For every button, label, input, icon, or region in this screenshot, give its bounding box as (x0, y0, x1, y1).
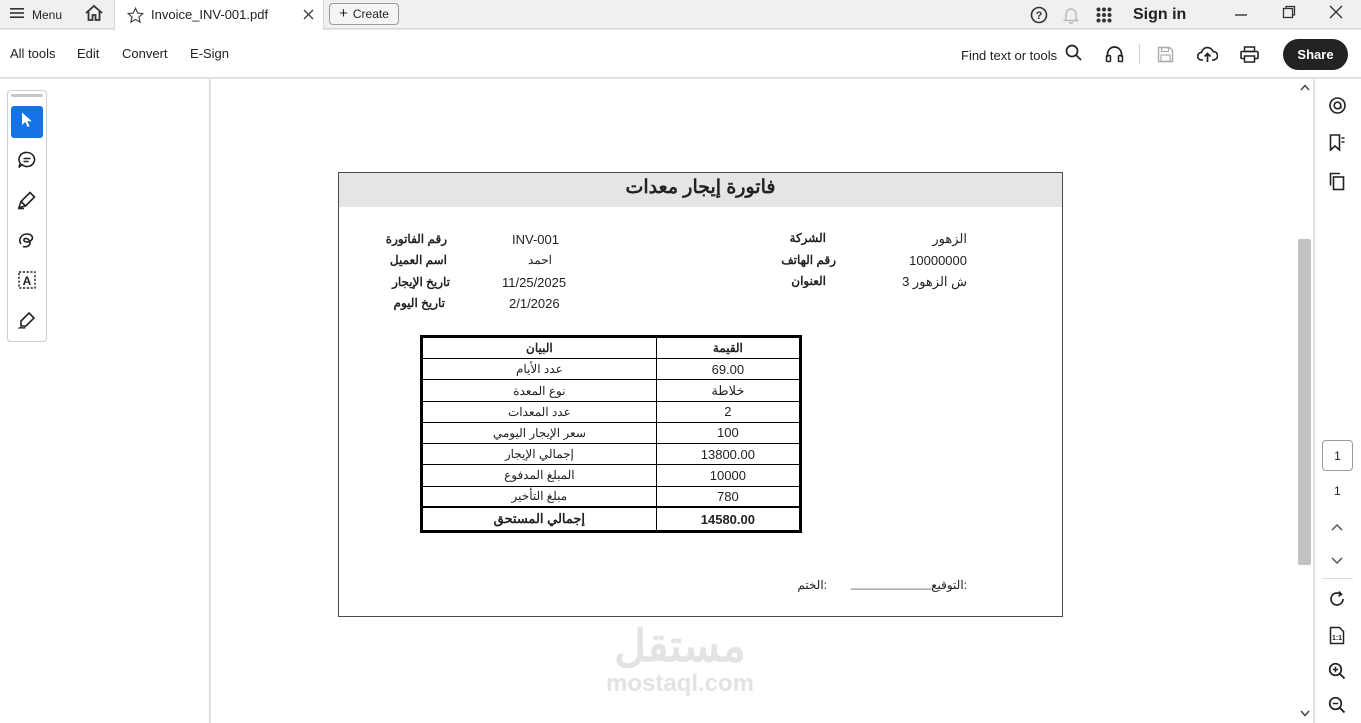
previous-page-icon[interactable] (1327, 517, 1347, 537)
main-toolbar (0, 30, 1361, 78)
table-header-row (423, 338, 800, 359)
total-pages: 1 (1334, 484, 1341, 498)
invoice-items-table (420, 335, 802, 533)
find-label: Find text or tools (961, 47, 1058, 63)
table-row (423, 444, 800, 465)
close-window-icon[interactable] (1326, 2, 1346, 22)
copy-pages-icon[interactable] (1326, 170, 1348, 192)
draw-tool[interactable] (11, 226, 43, 258)
svg-text:?: ? (1035, 10, 1043, 22)
save-icon[interactable] (1154, 44, 1176, 64)
row-value: 13800.00 (656, 444, 799, 465)
table-row (423, 359, 800, 380)
vertical-scrollbar[interactable] (1296, 79, 1313, 723)
table-row (423, 380, 800, 401)
text-box-icon (17, 270, 37, 295)
company-value: الزهور (932, 231, 967, 246)
convert-menu[interactable]: Convert (122, 46, 168, 61)
row-description: سعر الإيجار اليومي (423, 422, 657, 443)
invoice-number-value: INV-001 (512, 232, 559, 247)
cursor-arrow-icon (19, 111, 35, 134)
table-row (423, 422, 800, 443)
viewer-gutter (1145, 79, 1313, 723)
company-label: الشركة (789, 231, 826, 245)
create-label: Create (352, 7, 389, 21)
create-button[interactable] (329, 3, 399, 25)
row-description: نوع المعدة (423, 380, 657, 401)
help-icon[interactable] (1029, 5, 1049, 25)
row-value: 69.00 (656, 359, 799, 380)
print-icon[interactable] (1238, 44, 1260, 64)
customer-value: احمد (528, 253, 552, 267)
headphones-icon[interactable] (1103, 44, 1125, 64)
row-value: 2 (656, 401, 799, 422)
quick-tools-bar (7, 90, 47, 342)
invoice-number-label: رقم الفاتورة (385, 232, 447, 246)
close-tab-icon[interactable] (301, 7, 315, 21)
restore-icon[interactable] (1279, 2, 1299, 22)
table-total-row (423, 507, 800, 530)
document-tab[interactable] (114, 0, 324, 30)
address-label: العنوان (791, 274, 826, 288)
total-value: 14580.00 (656, 507, 799, 530)
edit-menu[interactable]: Edit (77, 46, 100, 61)
highlight-tool[interactable] (11, 186, 43, 218)
esign-menu[interactable]: E-Sign (190, 46, 230, 61)
menu-label: Menu (32, 7, 63, 22)
scroll-up-arrow-icon[interactable] (1299, 81, 1310, 93)
title-bar (0, 0, 1361, 29)
stamp-label: الختم: (797, 578, 827, 592)
row-value: 10000 (656, 465, 799, 486)
sign-tool[interactable] (11, 306, 43, 338)
row-description: مبلغ التأخير (423, 486, 657, 507)
menu-button[interactable] (10, 0, 62, 29)
watermark-latin: mostaql.com (605, 670, 755, 697)
svg-text:1:1: 1:1 (1331, 634, 1343, 642)
rent-date-value: 11/25/2025 (502, 275, 567, 290)
bookmark-icon[interactable] (1326, 131, 1348, 153)
phone-label: رقم الهاتف (781, 253, 836, 267)
pen-sign-icon (17, 310, 37, 335)
scroll-down-arrow-icon[interactable] (1299, 707, 1310, 719)
tab-title: Invoice_INV-001.pdf (151, 7, 269, 22)
notification-bell-icon[interactable] (1061, 5, 1081, 25)
today-date-label: تاريخ اليوم (393, 296, 445, 310)
home-icon (84, 4, 104, 25)
table-row (423, 401, 800, 422)
row-description: عدد الأيام (423, 359, 657, 380)
row-description: عدد المعدات (423, 401, 657, 422)
rail-divider (1322, 578, 1353, 579)
zoom-in-icon[interactable] (1326, 660, 1348, 682)
row-value: 780 (656, 486, 799, 507)
left-tool-panel (0, 79, 210, 723)
select-tool[interactable] (11, 106, 43, 138)
apps-grid-icon[interactable] (1094, 5, 1114, 25)
rotate-icon[interactable] (1326, 588, 1348, 610)
share-button[interactable]: Share (1283, 39, 1348, 70)
signature-label: التوقيع: (931, 578, 967, 592)
ai-assistant-icon[interactable] (1326, 94, 1348, 116)
customer-label: اسم العميل (389, 253, 447, 267)
row-value: 100 (656, 422, 799, 443)
table-row (423, 486, 800, 507)
rent-date-label: تاريخ الإيجار (392, 275, 450, 289)
watermark (560, 622, 800, 699)
next-page-icon[interactable] (1327, 551, 1347, 571)
sign-in-link[interactable]: Sign in (1133, 5, 1187, 23)
svg-text:A: A (22, 273, 32, 288)
star-icon[interactable] (125, 5, 145, 25)
row-description: إجمالي الإيجار (423, 444, 657, 465)
hamburger-icon (10, 7, 24, 22)
invoice-title: فاتورة إيجار معدات (339, 173, 1062, 207)
home-button[interactable] (84, 0, 104, 29)
toolbar-divider (1139, 44, 1140, 64)
cloud-upload-icon[interactable] (1196, 43, 1218, 65)
tools-drag-handle[interactable] (11, 94, 43, 97)
column-header-description: البيان (423, 338, 657, 359)
all-tools-menu[interactable]: All tools (10, 46, 56, 61)
zoom-out-icon[interactable] (1326, 694, 1348, 716)
plus-icon: + (339, 5, 348, 22)
find-tools-button[interactable] (961, 44, 1082, 66)
address-value: ش الزهور 3 (902, 274, 967, 289)
table-row (423, 465, 800, 486)
row-value: خلاطة (656, 380, 799, 401)
comment-icon (17, 150, 37, 175)
column-header-value: القيمة (656, 338, 799, 359)
search-icon (1065, 44, 1082, 66)
highlighter-icon (17, 190, 37, 215)
fit-page-icon[interactable] (1326, 624, 1348, 646)
comment-tool[interactable] (11, 146, 43, 178)
pdf-page[interactable] (338, 172, 1063, 617)
watermark-arabic: مستقل (614, 622, 746, 671)
scrollbar-thumb[interactable] (1298, 239, 1311, 565)
freehand-draw-icon (17, 230, 37, 255)
minimize-icon[interactable] (1231, 5, 1251, 25)
current-page-input[interactable]: 1 (1322, 440, 1353, 471)
phone-value: 10000000 (909, 253, 967, 268)
total-label: إجمالي المستحق (423, 507, 657, 530)
today-date-value: 2/1/2026 (509, 296, 560, 311)
row-description: المبلغ المدفوع (423, 465, 657, 486)
text-select-tool[interactable] (11, 266, 43, 298)
signature-line: ____________ (851, 576, 932, 590)
